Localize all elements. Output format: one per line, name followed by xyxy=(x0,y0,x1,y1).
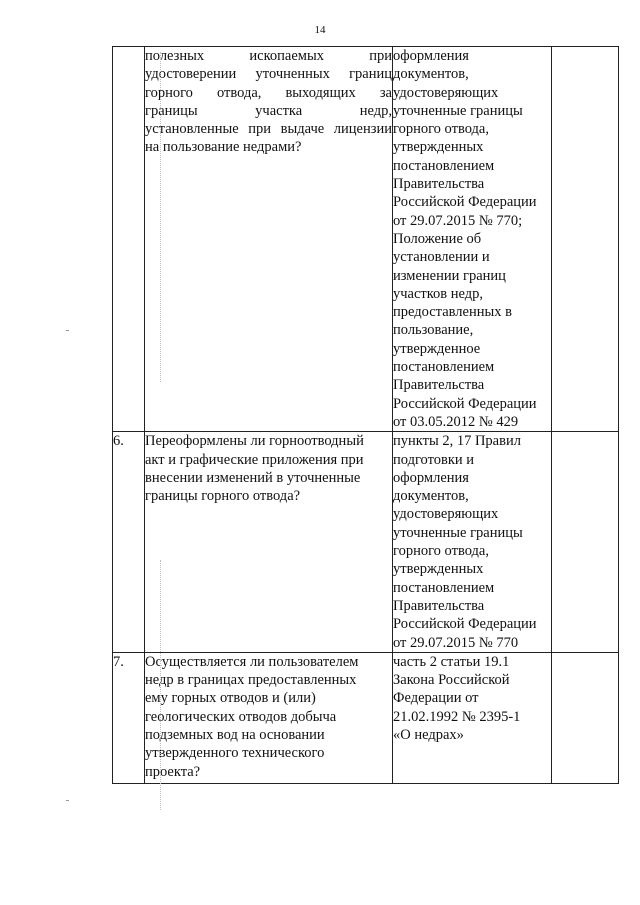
page-number: 14 xyxy=(314,24,326,36)
reference-line: от 29.07.2015 № 770; xyxy=(393,212,523,229)
reference-line: Правительства xyxy=(393,597,485,614)
row-number: 6. xyxy=(113,432,145,653)
answer-cell xyxy=(552,47,619,432)
question-line: горного отвода, выходящих за xyxy=(145,84,392,101)
answer-cell xyxy=(552,432,619,653)
reference-line: 21.02.1992 № 2395-1 xyxy=(393,708,521,725)
scan-artifact-dot xyxy=(66,800,69,801)
question-cell xyxy=(145,47,393,432)
reference-line: утвержденных xyxy=(393,561,484,578)
reference-line: уточненные границы xyxy=(393,524,523,541)
question-line: Осуществляется ли пользователем xyxy=(145,653,359,670)
question-line: Переоформлены ли горноотводный xyxy=(145,433,364,450)
table-row xyxy=(113,47,619,432)
row-number xyxy=(113,47,145,432)
question-cell xyxy=(145,652,393,783)
scan-artifact-dot xyxy=(66,330,69,331)
reference-line: подготовки и xyxy=(393,451,475,468)
table-row xyxy=(113,432,619,653)
reference-line: горного отвода, xyxy=(393,543,489,560)
question-line: ему горных отводов и (или) xyxy=(145,690,316,707)
reference-line: оформления xyxy=(393,469,469,486)
reference-line: горного отвода, xyxy=(393,121,489,138)
reference-line: оформления xyxy=(393,48,469,64)
question-line: акт и графические приложения при xyxy=(145,451,364,468)
reference-line: Федерации от xyxy=(393,690,479,707)
answer-cell xyxy=(552,652,619,783)
reference-line: утвержденных xyxy=(393,139,484,156)
reference-line: постановлением xyxy=(393,359,495,376)
question-line: внесении изменений в уточненные xyxy=(145,469,361,486)
reference-cell xyxy=(393,652,552,783)
reference-line: постановлением xyxy=(393,157,495,174)
reference-line: постановлением xyxy=(393,579,495,596)
reference-line: документов, xyxy=(393,488,469,505)
reference-line: от 03.05.2012 № 429 xyxy=(393,413,519,430)
table-row xyxy=(113,652,619,783)
question-line: подземных вод на основании xyxy=(145,726,325,743)
reference-line: предоставленных в xyxy=(393,304,512,321)
reference-line: Правительства xyxy=(393,176,485,193)
scan-artifact-line xyxy=(160,560,161,810)
question-line: границы участка недр, xyxy=(145,102,392,119)
reference-line: Закона Российской xyxy=(393,672,510,689)
reference-line: уточненные границы xyxy=(393,102,523,119)
row-number: 7. xyxy=(113,652,145,783)
reference-line: пункты 2, 17 Правил xyxy=(393,433,521,450)
question-cell xyxy=(145,432,393,653)
checklist-table xyxy=(112,46,619,784)
reference-cell xyxy=(393,47,552,432)
question-line: границы горного отвода? xyxy=(145,488,301,505)
reference-line: Российской Федерации xyxy=(393,194,537,211)
reference-line: от 29.07.2015 № 770 xyxy=(393,634,519,651)
reference-line: удостоверяющих xyxy=(393,84,499,101)
question-line: удостоверении уточненных границ xyxy=(145,66,392,83)
question-line: утвержденного технического xyxy=(145,745,325,762)
question-line: установленные при выдаче лицензии xyxy=(145,121,392,138)
reference-line: Правительства xyxy=(393,377,485,394)
question-line: геологических отводов добыча xyxy=(145,708,337,725)
question-line: проекта? xyxy=(145,763,201,780)
scan-artifact-line xyxy=(160,52,161,382)
reference-line: часть 2 статьи 19.1 xyxy=(393,653,510,670)
reference-line: Положение об xyxy=(393,230,482,247)
reference-line: изменении границ xyxy=(393,267,506,284)
reference-line: Российской Федерации xyxy=(393,395,537,412)
reference-line: удостоверяющих xyxy=(393,506,499,523)
question-line: полезных ископаемых при xyxy=(145,48,392,64)
reference-cell xyxy=(393,432,552,653)
reference-line: «О недрах» xyxy=(393,726,464,743)
reference-line: установлении и xyxy=(393,249,490,266)
question-line: на пользование недрами? xyxy=(145,139,302,156)
reference-line: Российской Федерации xyxy=(393,616,537,633)
reference-line: документов, xyxy=(393,66,469,83)
reference-line: участков недр, xyxy=(393,285,484,302)
question-line: недр в границах предоставленных xyxy=(145,672,357,689)
reference-line: пользование, xyxy=(393,322,474,339)
reference-line: утвержденное xyxy=(393,340,481,357)
